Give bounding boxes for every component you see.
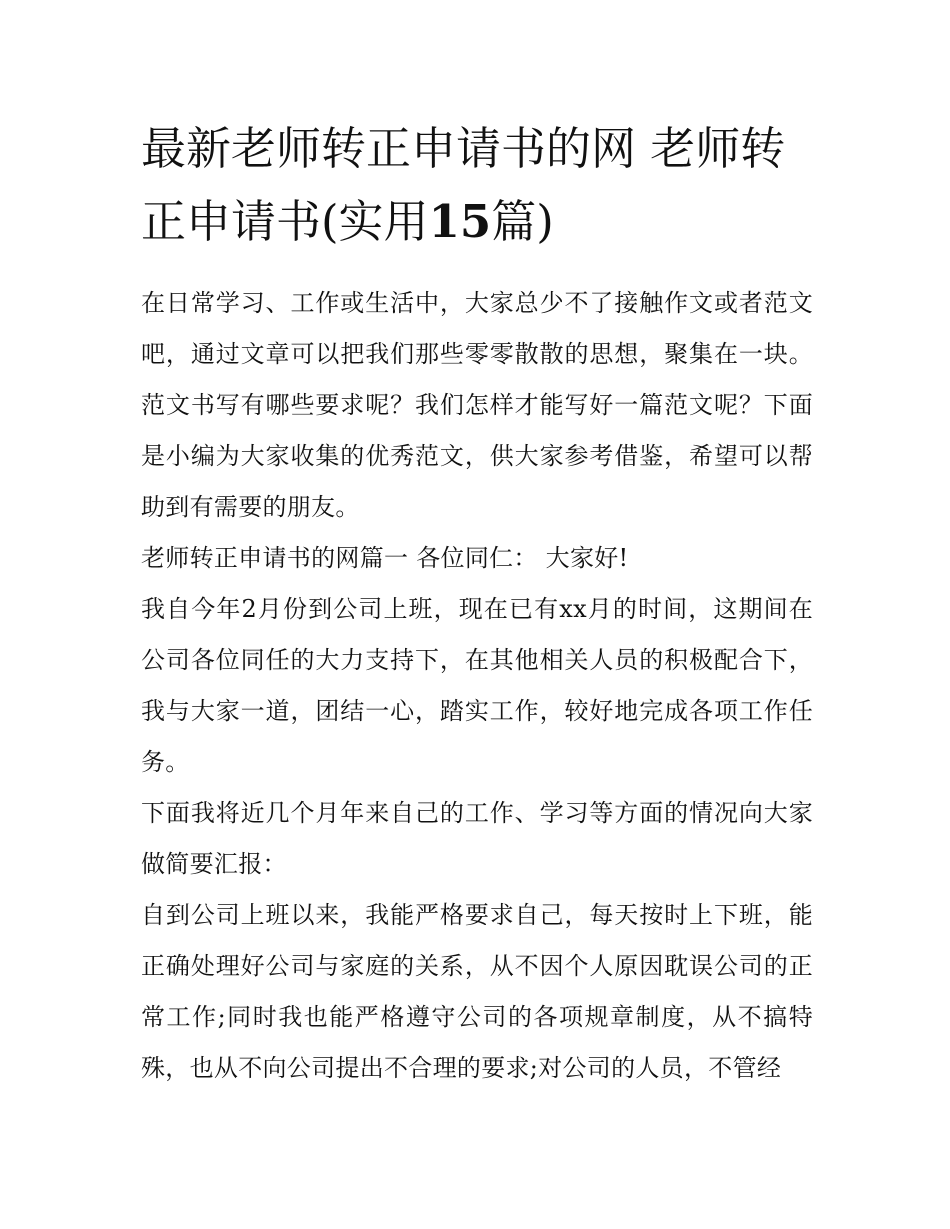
paragraph-discipline: 自到公司上班以来，我能严格要求自己，每天按时上下班，能正确处理好公司与家庭的关系，从不因个人原因耽误公司的正常工作;同时我也能严格遵守公司的各项规章制度，从不搞特殊，也从不向公司提出不合理的要求;对公司的人员，不管经 (141, 901, 813, 1082)
paragraph-greeting: 老师转正申请书的网篇一 各位同仁： 大家好! (141, 544, 629, 572)
paragraph-work-period: 我自今年2月份到公司上班，现在已有xx月的时间，这期间在公司各位同任的大力支持下，在其他相关人员的积极配合下，我与大家一道，团结一心，踏实工作，较好地完成各项工作任务。 (141, 595, 813, 776)
document-body (141, 112, 813, 1094)
paragraph-report-intro: 下面我将近几个月年来自己的工作、学习等方面的情况向大家做简要汇报： (141, 799, 813, 878)
title-number: 15 (428, 195, 492, 248)
paragraph-intro: 在日常学习、工作或生活中，大家总少不了接触作文或者范文吧，通过文章可以把我们那些零零散散的思想，聚集在一块。范文书写有哪些要求呢？我们怎样才能写好一篇范文呢？下面是小编为大家收集的优秀范文，供大家参考借鉴，希望可以帮助到有需要的朋友。 (141, 289, 813, 521)
document-title: 最新老师转正申请书的网 老师转正申请书(实用15篇) (141, 122, 786, 248)
